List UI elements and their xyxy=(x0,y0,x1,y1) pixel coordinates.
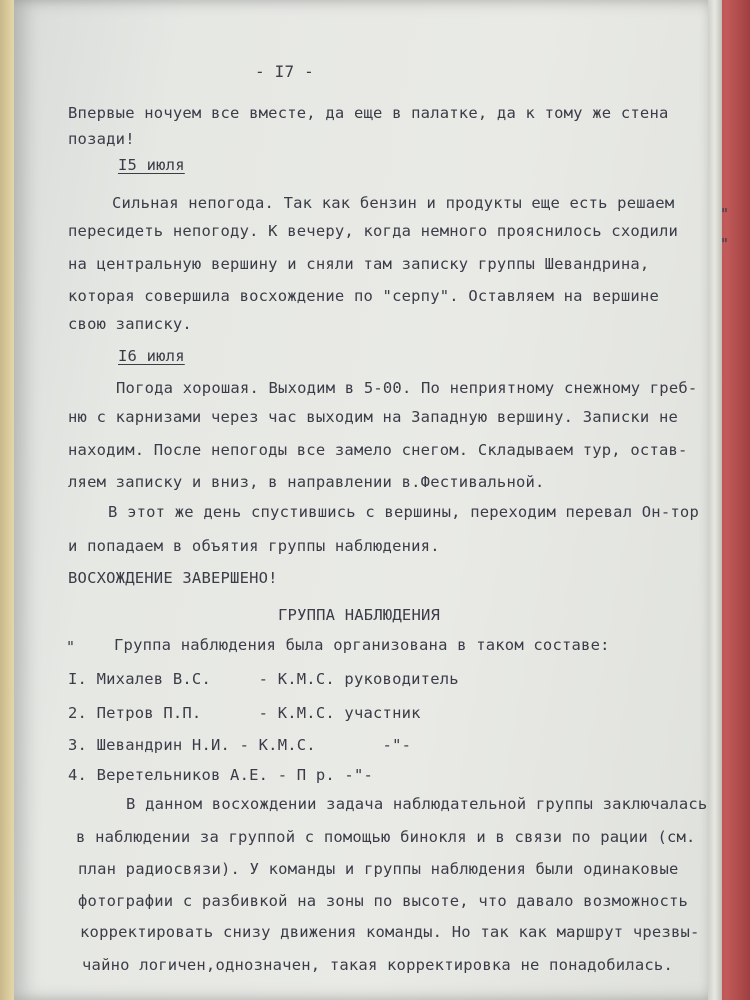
text-line: и попадаем в объятия группы наблюдения. xyxy=(68,537,440,555)
page-number: - I7 - xyxy=(255,62,314,81)
member-line: I. Михалев В.С. - К.М.С. руководитель xyxy=(68,670,459,688)
text-line: В этот же день спустившись с вершины, переходим перевал Он-тор xyxy=(108,503,699,521)
text-line: план радиосвязи). У команды и группы наблюдения были одинаковые xyxy=(78,860,679,878)
text-line: пересидеть непогоду. К вечеру, когда немного прояснилось сходили xyxy=(68,222,679,240)
margin-mark: " xyxy=(720,235,730,253)
text-line: ню с карнизами через час выходим на Западную вершину. Записки не xyxy=(68,408,679,426)
text-line: фотографии с разбивкой на зоны по высоте, что давало возможность xyxy=(78,892,689,910)
margin-mark: " xyxy=(720,205,730,223)
document-page xyxy=(14,0,714,1000)
margin-mark: " xyxy=(66,638,76,656)
text-line: Впервые ночуем все вместе, да еще в палатке, да к тому же стена xyxy=(68,104,669,122)
date-heading: I6 июля xyxy=(118,347,185,365)
text-line: Погода хорошая. Выходим в 5-00. По неприятному снежному греб- xyxy=(116,379,698,397)
text-line: Группа наблюдения была организована в таком составе: xyxy=(114,636,610,654)
text-line: свою записку. xyxy=(68,315,192,333)
completion-note: ВОСХОЖДЕНИЕ ЗАВЕРШЕНО! xyxy=(68,569,278,587)
member-line: 3. Шевандрин Н.И. - К.М.С. -"- xyxy=(68,736,412,754)
text-line: ляем записку и вниз, в направлении в.Фестивальной. xyxy=(68,473,545,491)
text-line: чайно логичен,однозначен, такая корректировка не понадобилась. xyxy=(82,956,673,974)
text-line: В данном восхождении задача наблюдательной группы заключалась xyxy=(126,795,708,813)
text-line: в наблюдении за группой с помощью бинокля и в связи по рации (см. xyxy=(76,828,696,846)
member-line: 4. Веретельников А.Е. - П р. -"- xyxy=(68,766,374,784)
text-line: корректировать снизу движения команды. Но так как маршрут чрезвы- xyxy=(80,923,700,941)
section-heading: ГРУППА НАБЛЮДЕНИЯ xyxy=(278,606,441,624)
member-line: 2. Петров П.П. - К.М.С. участник xyxy=(68,704,421,722)
text-line: Сильная непогода. Так как бензин и продукты еще есть решаем xyxy=(112,194,675,212)
text-line: находим. После непогоды все замело снегом. Складываем тур, остав- xyxy=(68,441,688,459)
text-line: которая совершила восхождение по "серпу". Оставляем на вершине xyxy=(68,287,659,305)
text-line: позади! xyxy=(68,130,135,148)
text-line: на центральную вершину и сняли там записку группы Шевандрина, xyxy=(68,255,650,273)
page-stack-edge xyxy=(708,0,722,1000)
date-heading: I5 июля xyxy=(118,156,185,174)
